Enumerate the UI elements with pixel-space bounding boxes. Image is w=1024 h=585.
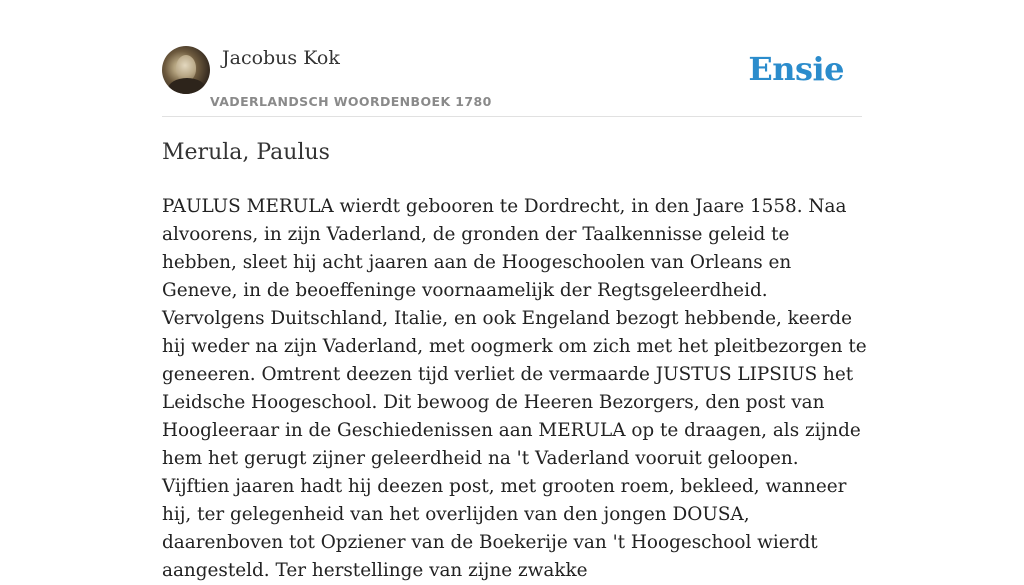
author-avatar[interactable] [162,46,210,94]
author-name[interactable]: Jacobus Kok [222,47,340,69]
article-title: Merula, Paulus [162,140,330,165]
ensie-logo[interactable]: Ensie [748,50,844,88]
article-header [162,46,862,117]
portrait-body [168,78,206,94]
source-label[interactable]: VADERLANDSCH WOORDENBOEK 1780 [210,94,492,109]
article-body: PAULUS MERULA wierdt gebooren te Dordrecht, in den Jaare 1558. Naa alvoorens, in zijn Vaderland, de gronden der Taalkennisse geleid te hebben, sleet hij acht jaaren aan de Hoogeschoolen van Orleans en Geneve, in de beoeffeninge voornaamelijk der Regtsgeleerdheid. Vervolgens Duitschland, Italie, en ook Engeland bezogt hebbende, keerde hij weder na zijn Vaderland, met oogmerk om zich met het pleitbezorgen te geneeren. Omtrent deezen tijd verliet de vermaarde JUSTUS LIPSIUS het Leidsche Hoogeschool. Dit bewoog de Heeren Bezorgers, den post van Hoogleeraar in de Geschiedenissen aan MERULA op te draagen, als zijnde hem het gerugt zijner geleerdheid na 't Vaderland vooruit geloopen. Vijftien jaaren hadt hij deezen post, met grooten roem, bekleed, wanneer hij, ter gelegenheid van het overlijden van den jongen DOUSA, daarenboven tot Opziener van de Boekerije van 't Hoogeschool wierdt aangesteld. Ter herstellinge van zijne zwakke [162,196,867,581]
